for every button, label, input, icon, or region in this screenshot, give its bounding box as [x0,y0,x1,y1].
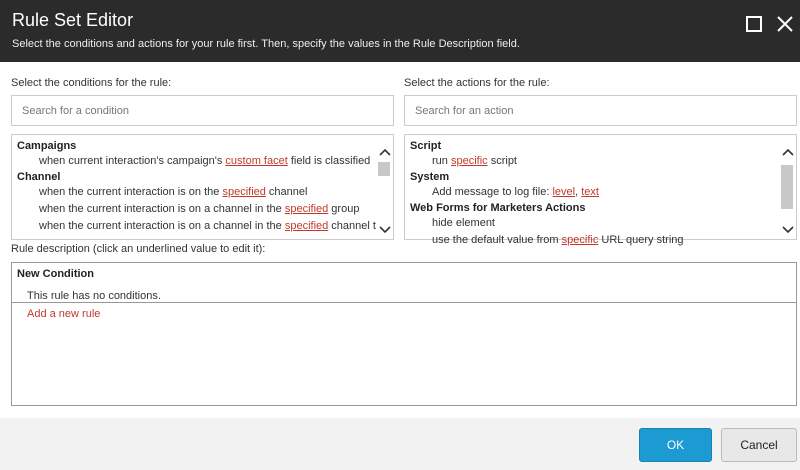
cancel-button[interactable]: Cancel [721,428,797,462]
actions-list [404,134,797,246]
actions-scroll-thumb[interactable] [781,165,793,209]
condition-item-text: channel t [328,220,376,232]
rule-description-label: Rule description (click an underlined value to edit it): [11,243,266,255]
condition-item-value-link[interactable]: custom facet [225,155,288,167]
condition-item-text: when the current interaction is on a channel in the [39,203,285,215]
action-item-text: URL query string [598,234,684,246]
dialog-title: Rule Set Editor [12,10,134,30]
condition-item-text: when the current interaction is on a channel in the [39,220,285,232]
action-item-text: hide element [432,217,495,229]
condition-text: This rule has no conditions. [27,290,161,302]
dialog-titlebar [0,0,800,62]
rule-description-box [11,262,797,406]
conditions-scrollbar[interactable] [377,135,393,239]
action-group-title: System [410,171,450,183]
action-item-text: script [487,155,517,167]
chevron-up-icon[interactable] [377,145,393,159]
condition-search-input[interactable] [11,95,394,126]
action-item-value-link[interactable]: specific [450,155,488,167]
action-group-title: Script [410,140,442,152]
condition-list-item[interactable] [17,184,375,201]
condition-item-text: field is classified [287,155,371,167]
conditions-label: Select the conditions for the rule: [11,77,172,89]
condition-title: New Condition [17,268,94,280]
condition-list-item[interactable] [17,153,375,170]
action-item-value-link[interactable]: level [552,186,576,198]
action-item-text: , [575,186,582,198]
actions-label: Select the actions for the rule: [404,77,550,89]
condition-list-item[interactable] [17,218,375,235]
condition-item-value-link[interactable]: specified [222,186,266,198]
close-icon[interactable] [775,14,795,34]
conditions-list [11,134,394,240]
condition-item-text: group [328,203,360,215]
action-list-item[interactable] [410,153,778,170]
condition-item-text: channel [265,186,308,198]
actions-scrollbar[interactable] [780,135,796,239]
action-item-text: run [432,155,451,167]
condition-item-value-link[interactable]: specified [284,220,329,232]
dialog-footer [0,418,800,470]
divider [12,302,796,303]
ok-button[interactable]: OK [639,428,712,462]
conditions-scroll-thumb[interactable] [378,162,390,176]
chevron-down-icon[interactable] [377,223,393,237]
chevron-up-icon[interactable] [780,145,796,159]
action-item-value-link[interactable]: text [581,186,599,198]
maximize-icon[interactable] [744,14,764,34]
action-search-input[interactable] [404,95,797,126]
condition-item-text: when the current interaction is on the [39,186,223,198]
conditions-list-content [12,135,375,239]
action-list-item[interactable] [410,215,778,232]
condition-item-value-link[interactable]: specified [284,203,329,215]
action-list-item[interactable] [410,184,778,201]
action-item-text: use the default value from [432,234,562,246]
actions-list-content [405,135,778,246]
action-item-text: Add message to log file: [432,186,553,198]
dialog-content [0,62,800,418]
dialog-subtitle: Select the conditions and actions for your rule first. Then, specify the values in the Rule Description field. [12,38,520,50]
chevron-down-icon[interactable] [780,223,796,237]
action-list-item[interactable] [410,232,778,249]
action-group-title: Web Forms for Marketers Actions [410,202,586,214]
action-item-value-link[interactable]: specific [561,234,599,246]
condition-list-item[interactable] [17,201,375,218]
condition-group-title: Campaigns [17,140,77,152]
condition-item-text: when current interaction's campaign's [39,155,226,167]
condition-group-title: Channel [17,171,61,183]
add-new-rule-link[interactable]: Add a new rule [27,308,101,320]
